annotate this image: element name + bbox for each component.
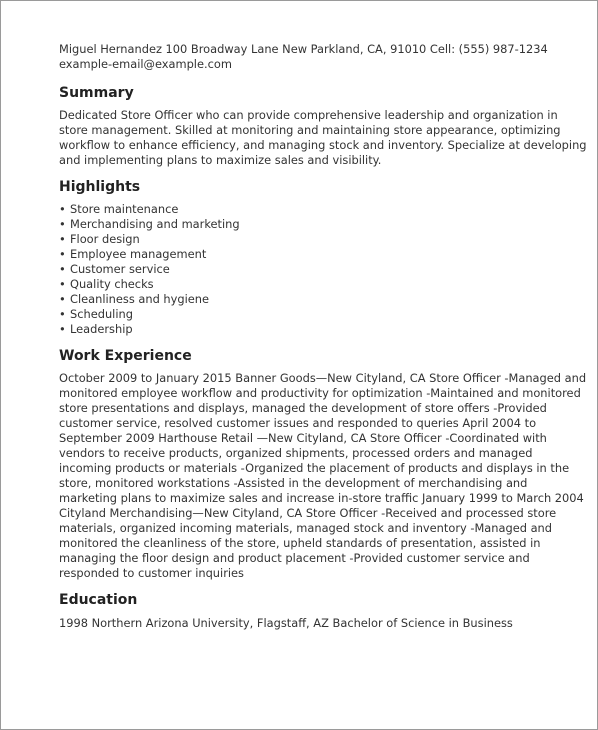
list-item: [59, 292, 587, 307]
resume-content: [59, 42, 587, 631]
highlights-heading: Highlights: [59, 179, 141, 195]
contact-info: Miguel Hernandez 100 Broadway Lane New Parkland, CA, 91010 Cell: (555) 987-1234 example-email@example.com: [59, 42, 548, 71]
education-text: 1998 Northern Arizona University, Flagstaff, AZ Bachelor of Science in Business: [59, 616, 513, 630]
highlight-label: Customer service: [70, 262, 170, 276]
list-item: [59, 202, 587, 217]
bullet-icon: •: [59, 247, 66, 261]
education-heading: Education: [59, 592, 138, 608]
highlight-label: Scheduling: [70, 307, 133, 321]
experience-heading: Work Experience: [59, 348, 192, 364]
bullet-icon: •: [59, 232, 66, 246]
highlight-label: Leadership: [70, 322, 133, 336]
highlight-label: Cleanliness and hygiene: [70, 292, 210, 306]
list-item: [59, 277, 587, 292]
highlight-label: Quality checks: [70, 277, 154, 291]
list-item: [59, 262, 587, 277]
summary-text: Dedicated Store Officer who can provide comprehensive leadership and organization in store management. Skilled at monitoring and maintaining store appearance, optimizing workflow to enhance efficiency, and managing stock and inventory. Specialize at developing and implementing plans to maximize sales and visibility.: [59, 108, 587, 167]
list-item: [59, 247, 587, 262]
highlight-label: Employee management: [70, 247, 207, 261]
experience-text: October 2009 to January 2015 Banner Goods—New Cityland, CA Store Officer -Managed and monitored employee workflow and productivity for optimization -Maintained and monitored store presentations and displays, managed the development of store offers -Provided customer service, resolved customer issues and responded to queries April 2004 to September 2009 Harthouse Retail —New Cityland, CA Store Officer -Coordinated with vendors to receive products, organized shipments, processed orders and managed incoming products or materials -Organized the placement of products and displays in the store, monitored workstations -Assisted in the development of merchandising and marketing plans to maximize sales and increase in-store traffic January 1999 to March 2004 Cityland Merchandising—New Cityland, CA Store Officer -Received and processed store materials, organized incoming materials, managed stock and inventory -Managed and monitored the cleanliness of the store, upheld standards of presentation, assisted in managing the floor design and product placement -Provided customer service and responded to customer inquiries: [59, 371, 587, 580]
highlight-label: Merchandising and marketing: [70, 217, 240, 231]
list-item: [59, 217, 587, 232]
bullet-icon: •: [59, 217, 66, 231]
list-item: [59, 322, 587, 337]
list-item: [59, 307, 587, 322]
bullet-icon: •: [59, 262, 66, 276]
bullet-icon: •: [59, 307, 66, 321]
bullet-icon: •: [59, 202, 66, 216]
highlight-label: Store maintenance: [70, 202, 179, 216]
list-item: [59, 232, 587, 247]
highlights-list: [59, 202, 587, 337]
bullet-icon: •: [59, 277, 66, 291]
bullet-icon: •: [59, 322, 66, 336]
bullet-icon: •: [59, 292, 66, 306]
summary-heading: Summary: [59, 85, 134, 101]
highlight-label: Floor design: [70, 232, 140, 246]
